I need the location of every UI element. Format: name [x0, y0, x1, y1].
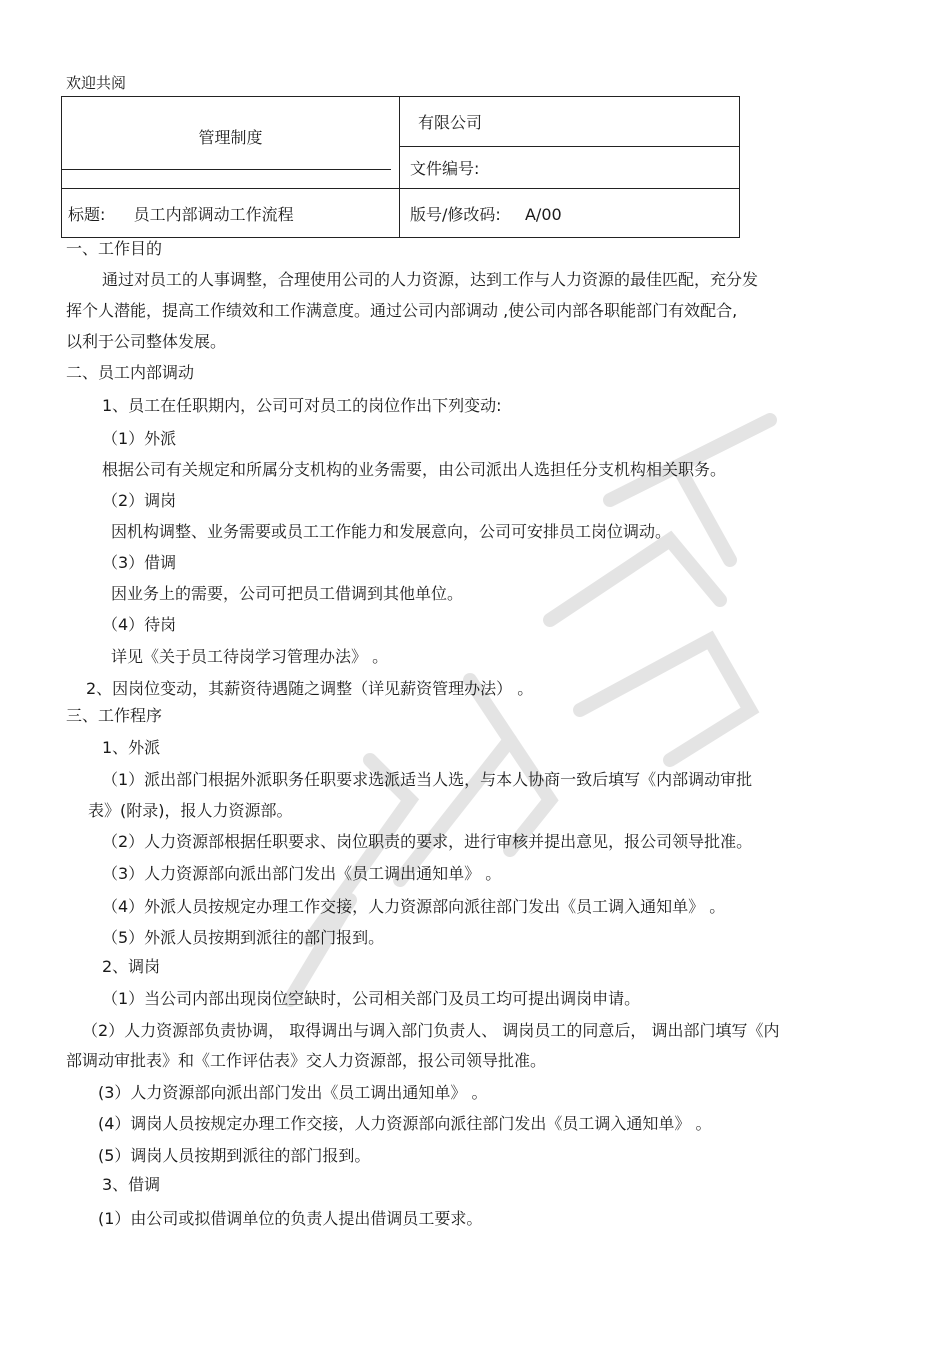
section-2-sub-c-text: 因业务上的需要，公司可把员工借调到其他单位。 [111, 584, 464, 603]
file-no-label: 文件编号: [410, 159, 480, 178]
section-2-sub-a-text: 根据公司有关规定和所属分支机构的业务需要，由公司派出人选担任分支机构相关职务。 [102, 460, 727, 479]
title-value: 员工内部调动工作流程 [133, 204, 294, 224]
section-1-paragraph-line-2: 挥个人潜能，提高工作绩效和工作满意度。通过公司内部调动 ,使公司内部各职能部门有效配合, [66, 301, 738, 320]
section-3-2-b-line-2: 部调动审批表》和《工作评估表》交人力资源部，报公司领导批准。 [66, 1051, 547, 1070]
section-2-sub-b-title: （2）调岗 [102, 491, 177, 510]
version-cell [400, 189, 740, 238]
section-3-1-e: （5）外派人员按期到派往的部门报到。 [102, 928, 385, 947]
header-table [61, 96, 740, 238]
section-2-sub-a-title: （1）外派 [102, 429, 177, 448]
file-no-cell [400, 147, 740, 189]
section-3-2-d: (4）调岗人员按规定办理工作交接，人力资源部向派往部门发出《员工调入通知单》 。 [98, 1114, 712, 1133]
section-3-1-d: （4）外派人员按规定办理工作交接，人力资源部向派往部门发出《员工调入通知单》 。 [102, 897, 726, 916]
section-3-2-c: (3）人力资源部向派出部门发出《员工调出通知单》 。 [98, 1083, 488, 1102]
section-2-heading: 二、员工内部调动 [66, 363, 195, 382]
version-label: 版号/修改码: [410, 204, 501, 224]
section-3-2-e: (5）调岗人员按期到派往的部门报到。 [98, 1146, 371, 1165]
section-3-2-a: （1）当公司内部出现岗位空缺时，公司相关部门及员工均可提出调岗申请。 [102, 989, 641, 1008]
section-3-1-b: （2）人力资源部根据任职要求、岗位职责的要求，进行审核并提出意见，报公司领导批准。 [102, 832, 753, 851]
section-3-2-title: 2、调岗 [102, 957, 161, 976]
section-3-1-c: （3）人力资源部向派出部门发出《员工调出通知单》 。 [102, 864, 502, 883]
section-2-sub-b-text: 因机构调整、业务需要或员工工作能力和发展意向，公司可安排员工岗位调动。 [111, 522, 672, 541]
section-3-1-a-line-1: （1）派出部门根据外派职务任职要求选派适当人选，与本人协商一致后填写《内部调动审批 [102, 770, 753, 789]
section-2-item-2: 2、因岗位变动，其薪资待遇随之调整（详见薪资管理办法） 。 [86, 679, 534, 698]
doc-type-cell [62, 97, 400, 189]
section-2-sub-c-title: （3）借调 [102, 553, 177, 572]
section-2-sub-d-text: 详见《关于员工待岗学习管理办法》 。 [111, 647, 389, 666]
title-cell [62, 189, 400, 238]
section-2-item-1: 1、员工在任职期内，公司可对员工的岗位作出下列变动: [102, 396, 502, 415]
section-3-2-b-line-1: （2）人力资源部负责协调， 取得调出与调入部门负责人、 调岗员工的同意后， 调出部门填写《内 [82, 1021, 780, 1040]
section-3-1-title: 1、外派 [102, 738, 161, 757]
section-1-heading: 一、工作目的 [66, 239, 163, 258]
company-name: 有限公司 [418, 113, 483, 132]
section-1-paragraph-line-3: 以利于公司整体发展。 [66, 332, 227, 351]
title-label: 标题: [68, 204, 106, 224]
top-note: 欢迎共阅 [66, 74, 127, 92]
section-3-1-a-line-2: 表》(附录)，报人力资源部。 [88, 801, 293, 820]
doc-type-underline [62, 169, 391, 170]
section-2-sub-d-title: （4）待岗 [102, 615, 177, 634]
section-1-paragraph-line-1: 通过对员工的人事调整，合理使用公司的人力资源，达到工作与人力资源的最佳匹配，充分发 [102, 270, 759, 289]
version-value: A/00 [524, 204, 562, 224]
section-3-heading: 三、工作程序 [66, 706, 163, 725]
section-3-3-title: 3、借调 [102, 1175, 161, 1194]
doc-type-title: 管理制度 [198, 128, 263, 147]
company-cell [400, 97, 740, 147]
section-3-3-a: (1）由公司或拟借调单位的负责人提出借调员工要求。 [98, 1209, 483, 1228]
